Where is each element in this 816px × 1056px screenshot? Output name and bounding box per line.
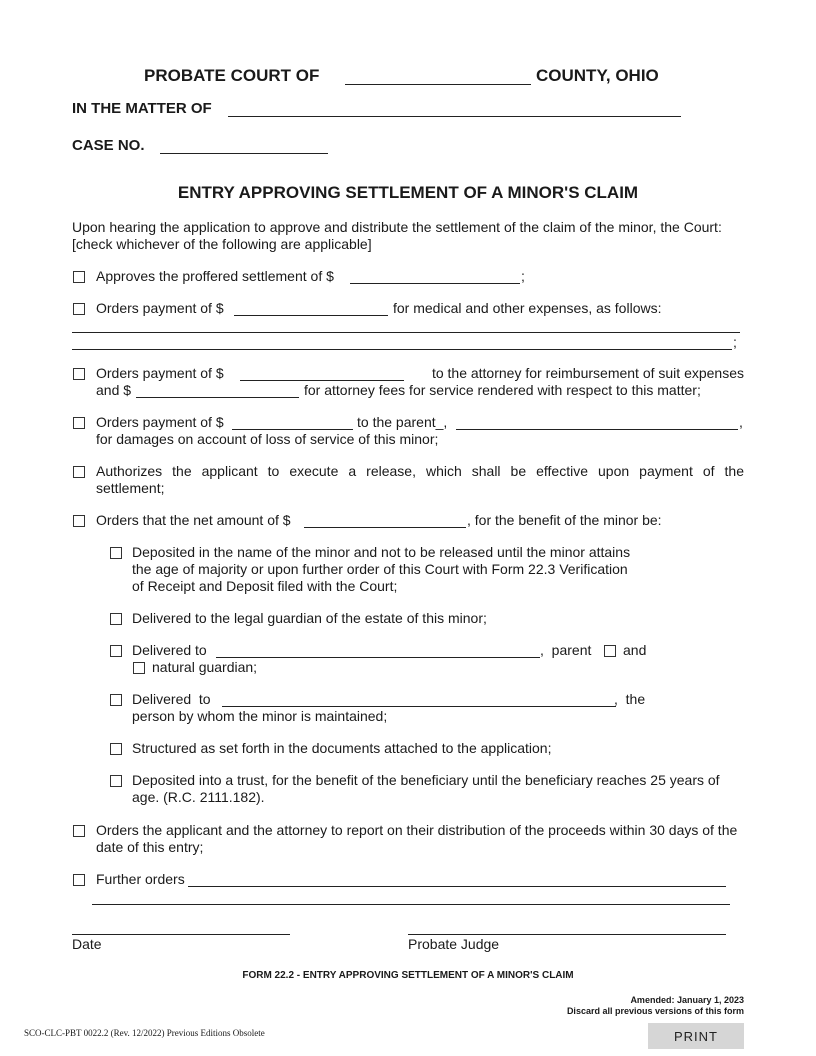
intro-text: Upon hearing the application to approve and distribute the settlement of the claim of the minor, the Court: [check whichever of the following are applicable] — [72, 219, 722, 252]
approves-settlement-checkbox[interactable] — [73, 271, 85, 283]
delivered-person-line2: person by whom the minor is maintained; — [132, 708, 388, 724]
parent-line2: for damages on account of loss of service of this minor; — [96, 431, 439, 447]
parent-label: Orders payment of $ — [96, 414, 224, 430]
trust-checkbox[interactable] — [110, 775, 122, 787]
medical-label: Orders payment of $ — [96, 300, 224, 316]
delivered-parent-pre: Delivered to — [132, 642, 207, 658]
further-orders-field-2[interactable] — [92, 889, 730, 905]
matter-field[interactable] — [228, 100, 681, 117]
court-prefix: PROBATE COURT OF — [144, 66, 320, 85]
matter-label: IN THE MATTER OF — [72, 100, 212, 117]
date-label: Date — [72, 936, 102, 952]
trust-line1: Deposited into a trust, for the benefit of the beneficiary until the beneficiary reaches 25 years of — [132, 772, 720, 788]
case-number-field[interactable] — [160, 137, 328, 154]
net-amount-field[interactable] — [304, 512, 466, 528]
attorney-mid: to the attorney for reimbursement of suit expenses — [431, 365, 744, 381]
parent-amount-field[interactable] — [232, 414, 353, 430]
delivered-person-name-field[interactable] — [222, 691, 616, 707]
attorney-payment-checkbox[interactable] — [73, 368, 85, 380]
delivered-person-pre: Delivered to — [132, 691, 211, 707]
county-field[interactable] — [345, 68, 531, 85]
structured-checkbox[interactable] — [110, 743, 122, 755]
attorney-line2-pre: and $ — [96, 382, 132, 398]
deposited-line2: the age of majority or upon further order of this Court with Form 22.3 Verification — [132, 561, 628, 577]
case-label: CASE NO. — [72, 137, 145, 154]
further-orders-label: Further orders — [96, 871, 185, 887]
net-label: Orders that the net amount of $ — [96, 512, 291, 528]
parent-end: , — [739, 414, 743, 430]
delivered-parent-mid: , parent — [540, 642, 592, 658]
net-post: , for the benefit of the minor be: — [467, 512, 662, 528]
report-line2: date of this entry; — [96, 839, 204, 855]
trust-line2: age. (R.C. 2111.182). — [132, 789, 265, 805]
natural-guardian-checkbox[interactable] — [133, 662, 145, 674]
court-suffix: COUNTY, OHIO — [536, 66, 659, 85]
delivered-parent-line2: natural guardian; — [152, 659, 258, 675]
attorney-label: Orders payment of $ — [96, 365, 224, 381]
medical-amount-field[interactable] — [234, 300, 388, 316]
footer-form-title: FORM 22.2 - ENTRY APPROVING SETTLEMENT OF A MINOR'S CLAIM — [242, 970, 574, 981]
deposited-minor-checkbox[interactable] — [110, 547, 122, 559]
document-title: ENTRY APPROVING SETTLEMENT OF A MINOR'S CLAIM — [177, 183, 639, 202]
legal-guardian-checkbox[interactable] — [110, 613, 122, 625]
structured-end: ; — [547, 740, 552, 756]
amended-date: Amended: January 1, 2023 — [630, 995, 744, 1005]
medical-details-line-2[interactable] — [72, 335, 732, 350]
form-code: SCO-CLC-PBT 0022.2 (Rev. 12/2022) Previous Editions Obsolete — [24, 1028, 265, 1038]
attorney-expense-amount-field[interactable] — [240, 365, 404, 381]
settlement-amount-field[interactable] — [350, 268, 520, 284]
report-line1: Orders the applicant and the attorney to report on their distribution of the proceeds within 30 days of the — [96, 822, 738, 838]
further-orders-checkbox[interactable] — [73, 874, 85, 886]
medical-end: ; — [733, 334, 737, 350]
parent-payment-checkbox[interactable] — [73, 417, 85, 429]
release-line2: settlement; — [96, 480, 165, 496]
parent-role-checkbox[interactable] — [604, 645, 616, 657]
parent-mid: to the parent_, — [357, 414, 448, 430]
medical-details-line-1[interactable] — [72, 318, 740, 333]
delivered-parent-name-field[interactable] — [216, 642, 540, 658]
structured-text: Structured as set forth in the documents attached to the application — [132, 740, 548, 756]
print-button[interactable]: PRINT — [648, 1023, 744, 1049]
approves-label: Approves the proffered settlement of $ — [96, 268, 334, 284]
report-checkbox[interactable] — [73, 825, 85, 837]
judge-label: Probate Judge — [408, 936, 500, 952]
medical-payment-checkbox[interactable] — [73, 303, 85, 315]
guardian-label: Delivered to the legal guardian of the estate of this minor; — [132, 610, 487, 626]
medical-post: for medical and other expenses, as follows: — [393, 300, 662, 316]
delivered-person-post: , the — [614, 691, 646, 707]
delivered-parent-and: and — [623, 642, 647, 658]
net-amount-checkbox[interactable] — [73, 515, 85, 527]
discard-notice: Discard all previous versions of this form — [566, 1006, 744, 1016]
date-signature-line[interactable] — [72, 920, 290, 935]
approves-end: ; — [521, 268, 525, 284]
judge-signature-line[interactable] — [408, 920, 726, 935]
further-orders-field-1[interactable] — [188, 871, 726, 887]
delivered-parent-checkbox[interactable] — [110, 645, 122, 657]
parent-name-field[interactable] — [456, 414, 738, 430]
delivered-person-checkbox[interactable] — [110, 694, 122, 706]
release-checkbox[interactable] — [73, 466, 85, 478]
attorney-line2-post: for attorney fees for service rendered with respect to this matter; — [304, 382, 701, 398]
deposited-line3: of Receipt and Deposit filed with the Court; — [132, 578, 398, 594]
release-line1: Authorizes the applicant to execute a release, which shall be effective upon payment of the — [96, 463, 744, 479]
deposited-line1: Deposited in the name of the minor and not to be released until the minor attains — [132, 544, 631, 560]
structured-label — [132, 740, 551, 757]
attorney-fees-amount-field[interactable] — [136, 382, 299, 398]
